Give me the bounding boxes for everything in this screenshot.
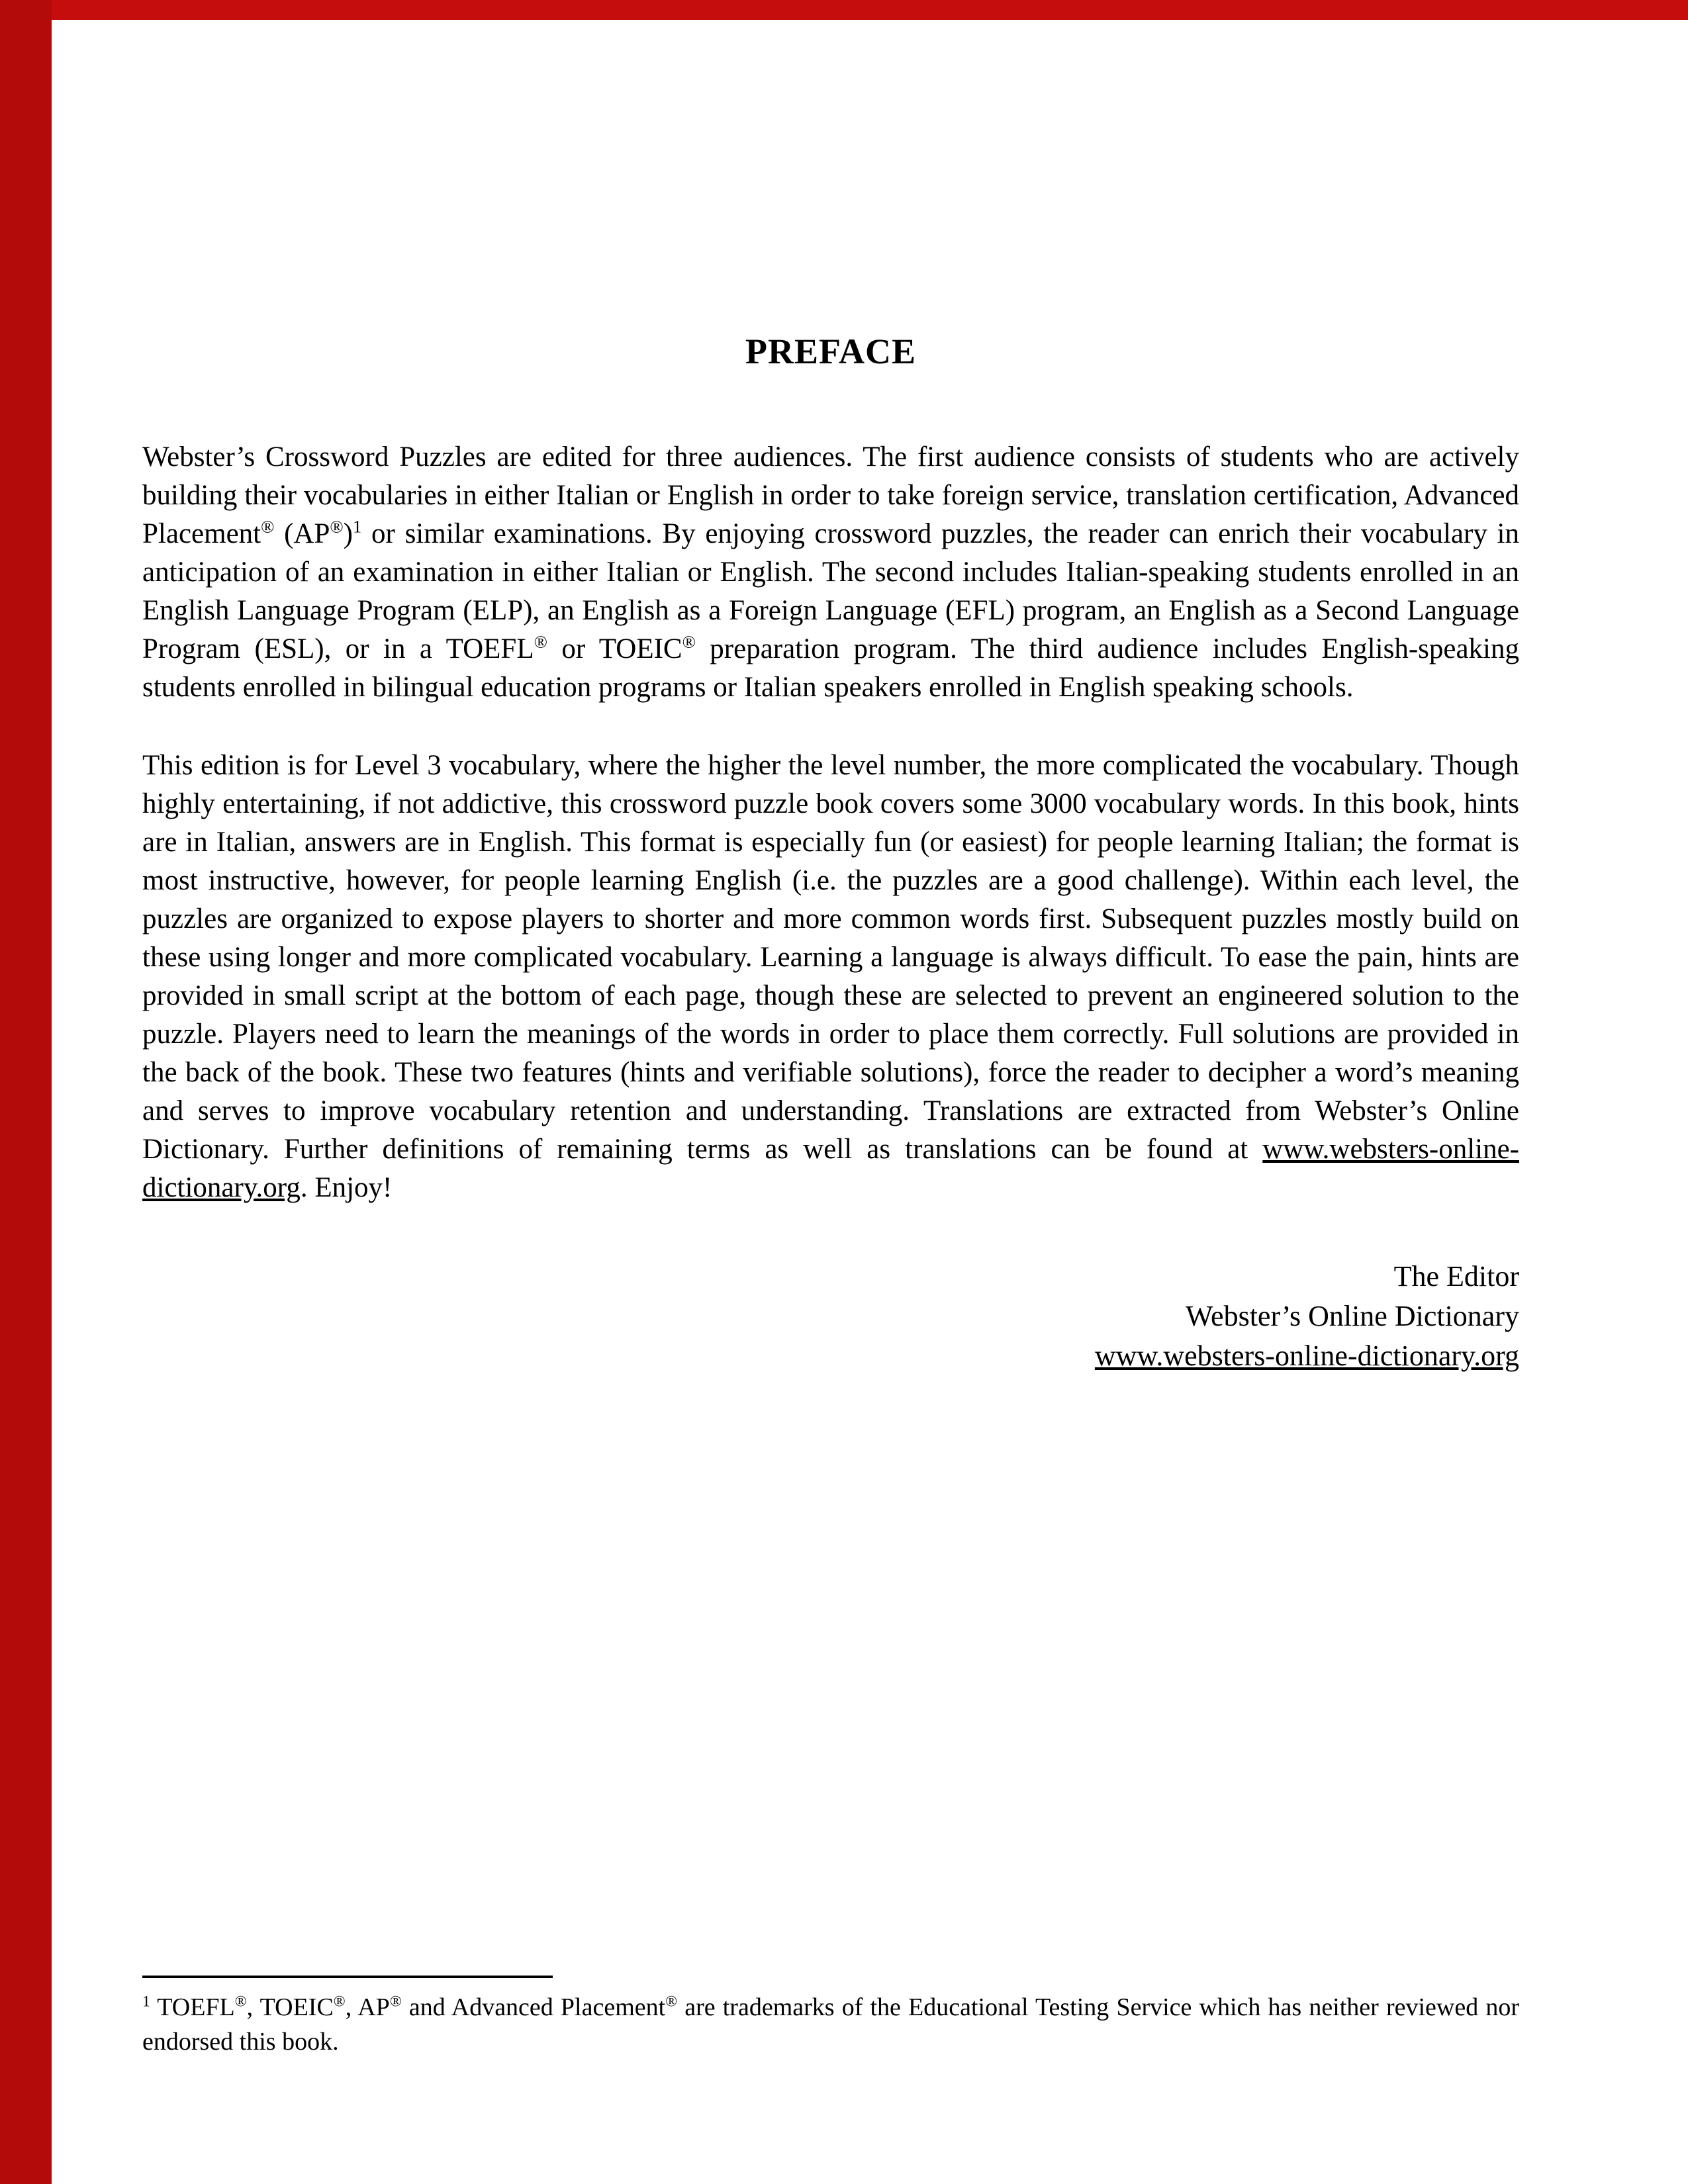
signature-url-link[interactable]: www.websters-online-dictionary.org	[1094, 1340, 1519, 1372]
page-edge-left-bar	[0, 0, 52, 2184]
superscript: ®	[234, 1993, 247, 2011]
footnote-text: $^1$ TOEFL®, TOEIC®, AP® and Advanced Placement® are trademarks of the Educational Testing Service which has neither reviewed nor endorsed this book.	[142, 1993, 1520, 2056]
page-content	[142, 0, 1519, 1376]
signature-dictionary-line: Webster’s Online Dictionary	[1186, 1300, 1519, 1332]
signature-editor-line: The Editor	[1393, 1260, 1519, 1293]
page-title: PREFACE	[745, 332, 916, 371]
signature-block	[142, 1257, 1519, 1376]
superscript: ®	[682, 631, 696, 652]
footnote-block	[142, 1976, 1519, 2059]
superscript: ®	[534, 631, 547, 652]
paragraph-audiences: Webster’s Crossword Puzzles are edited for three audiences. The first audience consists of students who are actively building their vocabularies in either Italian or English in order to take foreign service, translation certification, Advanced Placement® $(AP®)^1$ or similar examinations. By enjoying crossword puzzles, the reader can enrich their vocabulary in anticipation of an examination in either Italian or English. The second includes Italian-speaking students enrolled in an English Language Program (ELP), an English as a Foreign Language (EFL) program, an English as a Second Language Program (ESL), or in a TOEFL® or TOEIC® preparation program. The third audience includes English-speaking students enrolled in bilingual education programs or Italian speakers enrolled in English speaking schools.	[142, 441, 1519, 703]
superscript: ®	[261, 516, 275, 537]
superscript: 1	[142, 1993, 150, 2011]
superscript: ®	[665, 1993, 678, 2011]
paragraph-edition: This edition is for Level 3 vocabulary, where the higher the level number, the more complicated the vocabulary. Though highly entertaining, if not addictive, this crossword puzzle book covers some 3000 vocabulary words. In this book, hints are in Italian, answers are in English. This format is especially fun (or easiest) for people learning Italian; the format is most instructive, however, for people learning English (i.e. the puzzles are a good challenge). Within each level, the puzzles are organized to expose players to shorter and more common words first. Subsequent puzzles mostly build on these using longer and more complicated vocabulary. Learning a language is always difficult. To ease the pain, hints are provided in small script at the bottom of each page, though these are selected to prevent an engineered solution to the puzzle. Players need to learn the meanings of the words in order to place them correctly. Full solutions are provided in the back of the book. These two features (hints and verifiable solutions), force the reader to decipher a word’s meaning and serves to improve vocabulary retention and understanding. Translations are extracted from Webster’s Online Dictionary. Further definitions of remaining terms as well as translations can be found at www.websters-online-dictionary.org. Enjoy!	[142, 750, 1519, 1203]
superscript: ®	[333, 1993, 346, 2011]
footnote-separator	[142, 1976, 553, 1978]
superscript: ®	[389, 1993, 402, 2011]
superscript: ®	[330, 516, 344, 537]
url-link[interactable]: www.websters-online-dictionary.org	[142, 1134, 1519, 1203]
superscript: 1	[352, 516, 362, 537]
